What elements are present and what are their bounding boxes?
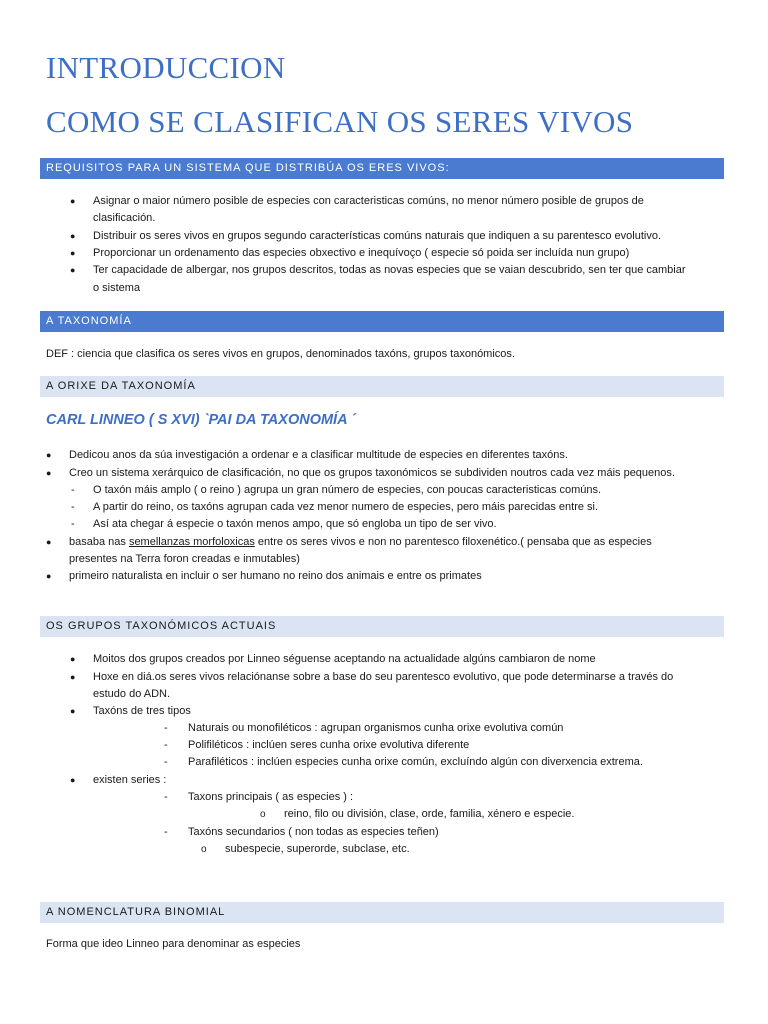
grupos-item-1: Moitos dos grupos creados por Linneo séguense aceptando na actualidade algúns cambiaron de nome xyxy=(93,653,596,665)
bullet-icon: ● xyxy=(70,706,76,716)
section-heading-orixe: A ORIXE DA TAXONOMÍA xyxy=(40,376,724,397)
requisito-item-4-cont: o sistema xyxy=(93,282,141,294)
dash-icon: - xyxy=(164,739,168,751)
linneo-subtitle: CARL LINNEO ( S XVI) `PAI DA TAXONOMÍA ´ xyxy=(46,412,356,428)
circle-bullet-icon: o xyxy=(201,844,207,855)
requisito-item-3: Proporcionar un ordenamento das especies obxectivo e inequívoço ( especie só poida ser incluída nun grupo) xyxy=(93,247,630,259)
grupos-item-2: Hoxe en diá.os seres vivos relaciónanse sobre a base do seu parentesco evolutivo, que pode determinarse a través do xyxy=(93,671,674,683)
dash-icon: - xyxy=(164,756,168,768)
requisito-item-4: Ter capacidade de albergar, nos grupos descritos, todas as novas especies que se vaian descubrido, sen ter que cambiar xyxy=(93,264,686,276)
orixe-item-3 xyxy=(69,534,652,551)
bullet-icon: ● xyxy=(46,468,52,478)
bullet-icon: ● xyxy=(70,654,76,664)
bullet-icon: ● xyxy=(46,571,52,581)
document-subtitle: COMO SE CLASIFICAN OS SERES VIVOS xyxy=(46,104,634,139)
orixe-item-3-cont: presentes na Terra foron creadas e inmutables) xyxy=(69,553,300,565)
dash-icon: - xyxy=(71,518,75,530)
section-heading-grupos: OS GRUPOS TAXONÓMICOS ACTUAIS xyxy=(40,616,724,637)
section-heading-nomenclatura: A NOMENCLATURA BINOMIAL xyxy=(40,902,724,923)
requisito-item-1: Asignar o maior número posible de especies con caracteristicas comúns, no menor número posible de grupos de xyxy=(93,195,644,207)
dash-icon: - xyxy=(71,501,75,513)
grupos-subitem-principais: Taxons principais ( as especies ) : xyxy=(188,791,354,803)
document-title: INTRODUCCION xyxy=(46,50,286,85)
bullet-icon: ● xyxy=(70,265,76,275)
section-heading-requisitos: REQUISITOS PARA UN SISTEMA QUE DISTRIBÚA OS ERES VIVOS: xyxy=(40,158,724,179)
dash-icon: - xyxy=(164,722,168,734)
dash-icon: - xyxy=(164,791,168,803)
grupos-subitem-naturais: Naturais ou monofiléticos : agrupan organismos cunha orixe evolutiva común xyxy=(188,722,564,734)
grupos-subitem-parafileticos: Parafiléticos : inclúen especies cunha orixe común, excluíndo algún con diverxencia extrema. xyxy=(188,756,643,768)
bullet-icon: ● xyxy=(70,248,76,258)
grupos-item-2-cont: estudo do ADN. xyxy=(93,688,171,700)
section-heading-taxonomia: A TAXONOMÍA xyxy=(40,311,724,332)
bullet-icon: ● xyxy=(46,537,52,547)
circle-bullet-icon: o xyxy=(260,809,266,820)
orixe-item-3-end: entre os seres vivos e non no parentesco filoxenético.( pensaba que as especies xyxy=(254,536,652,548)
bullet-icon: ● xyxy=(70,775,76,785)
orixe-subitem-2: A partir do reino, os taxóns agrupan cada vez menor numero de especies, pero máis parecidas entre si. xyxy=(93,501,599,513)
requisito-item-1-cont: clasificación. xyxy=(93,212,156,224)
grupos-principais-list: reino, filo ou división, clase, orde, familia, xénero e especie. xyxy=(284,808,575,820)
orixe-subitem-3: Así ata chegar á especie o taxón menos ampo, que só engloba un tipo de ser vivo. xyxy=(93,518,497,530)
grupos-item-4: existen series : xyxy=(93,774,167,786)
orixe-item-1: Dedicou anos da súa investigación a ordenar e a clasificar multitude de especies en diferentes taxóns. xyxy=(69,449,568,461)
orixe-item-3-start: basaba nas xyxy=(69,536,129,548)
taxonomia-definition: DEF : ciencia que clasifica os seres vivos en grupos, denominados taxóns, grupos taxonómicos. xyxy=(46,348,515,360)
bullet-icon: ● xyxy=(46,450,52,460)
dash-icon: - xyxy=(164,826,168,838)
dash-icon: - xyxy=(71,484,75,496)
semellanzas-link-text: semellanzas morfoloxicas xyxy=(128,536,255,548)
grupos-subitem-polifileticos: Polifiléticos : inclúen seres cunha orixe evolutiva diferente xyxy=(188,739,470,751)
grupos-secundarios-list: subespecie, superorde, subclase, etc. xyxy=(225,843,410,855)
bullet-icon: ● xyxy=(70,196,76,206)
bullet-icon: ● xyxy=(70,672,76,682)
nomenclatura-text: Forma que ideo Linneo para denominar as especies xyxy=(46,938,301,950)
grupos-item-3: Taxóns de tres tipos xyxy=(93,705,191,717)
grupos-subitem-secundarios: Taxóns secundarios ( non todas as especies teñen) xyxy=(188,826,439,838)
bullet-icon: ● xyxy=(70,231,76,241)
orixe-item-2: Creo un sistema xerárquico de clasificación, no que os grupos taxonómicos se subdividen noutros cada vez máis pequenos. xyxy=(69,467,675,479)
orixe-item-4: primeiro naturalista en incluir o ser humano no reino dos animais e entre os primates xyxy=(69,570,482,582)
orixe-subitem-1: O taxón máis amplo ( o reino ) agrupa un gran número de especies, con poucas caracteristicas comúns. xyxy=(93,484,602,496)
requisito-item-2: Distribuir os seres vivos en grupos segundo características comúns naturais que indiquen a su parentesco evolutivo. xyxy=(93,230,662,242)
